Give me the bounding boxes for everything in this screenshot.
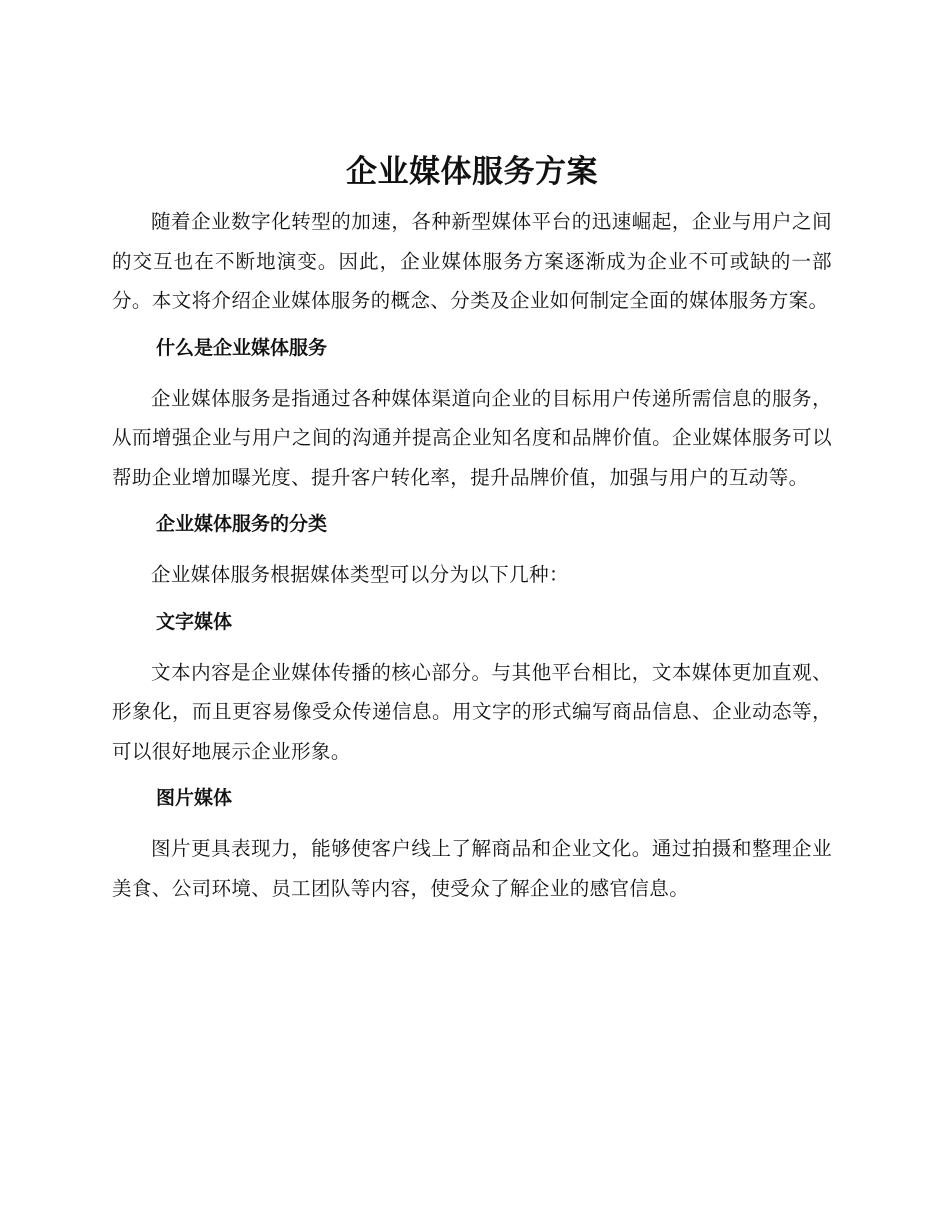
- section-body-what-is: 企业媒体服务是指通过各种媒体渠道向企业的目标用户传递所需信息的服务，从而增强企业与用户之间的沟通并提高企业知名度和品牌价值。企业媒体服务可以帮助企业增加曝光度、提升客户转化率，提升品牌价值，加强与用户的互动等。: [112, 386, 832, 489]
- section-body-image-media: 图片更具表现力，能够使客户线上了解商品和企业文化。通过拍摄和整理企业美食、公司环境、员工团队等内容，使受众了解企业的感官信息。: [112, 837, 832, 900]
- document-page: [112, 148, 832, 908]
- section-heading-image-media: 图片媒体: [156, 787, 233, 809]
- section-body-text-media: 文本内容是企业媒体传播的核心部分。与其他平台相比，文本媒体更加直观、形象化，而且更容易像受众传递信息。用文字的形式编写商品信息、企业动态等，可以很好地展示企业形象。: [112, 660, 832, 763]
- section-heading-what-is: 什么是企业媒体服务: [156, 336, 328, 359]
- section-heading-categories: 企业媒体服务的分类: [156, 513, 328, 535]
- section-body-categories: 企业媒体服务根据媒体类型可以分为以下几种：: [151, 563, 569, 586]
- intro-paragraph: 随着企业数字化转型的加速，各种新型媒体平台的迅速崛起，企业与用户之间的交互也在不断地演变。因此，企业媒体服务方案逐渐成为企业不可或缺的一部分。本文将介绍企业媒体服务的概念、分类及企业如何制定全面的媒体服务方案。: [112, 210, 832, 312]
- document-title: 企业媒体服务方案: [346, 154, 598, 190]
- section-heading-text-media: 文字媒体: [156, 610, 233, 633]
